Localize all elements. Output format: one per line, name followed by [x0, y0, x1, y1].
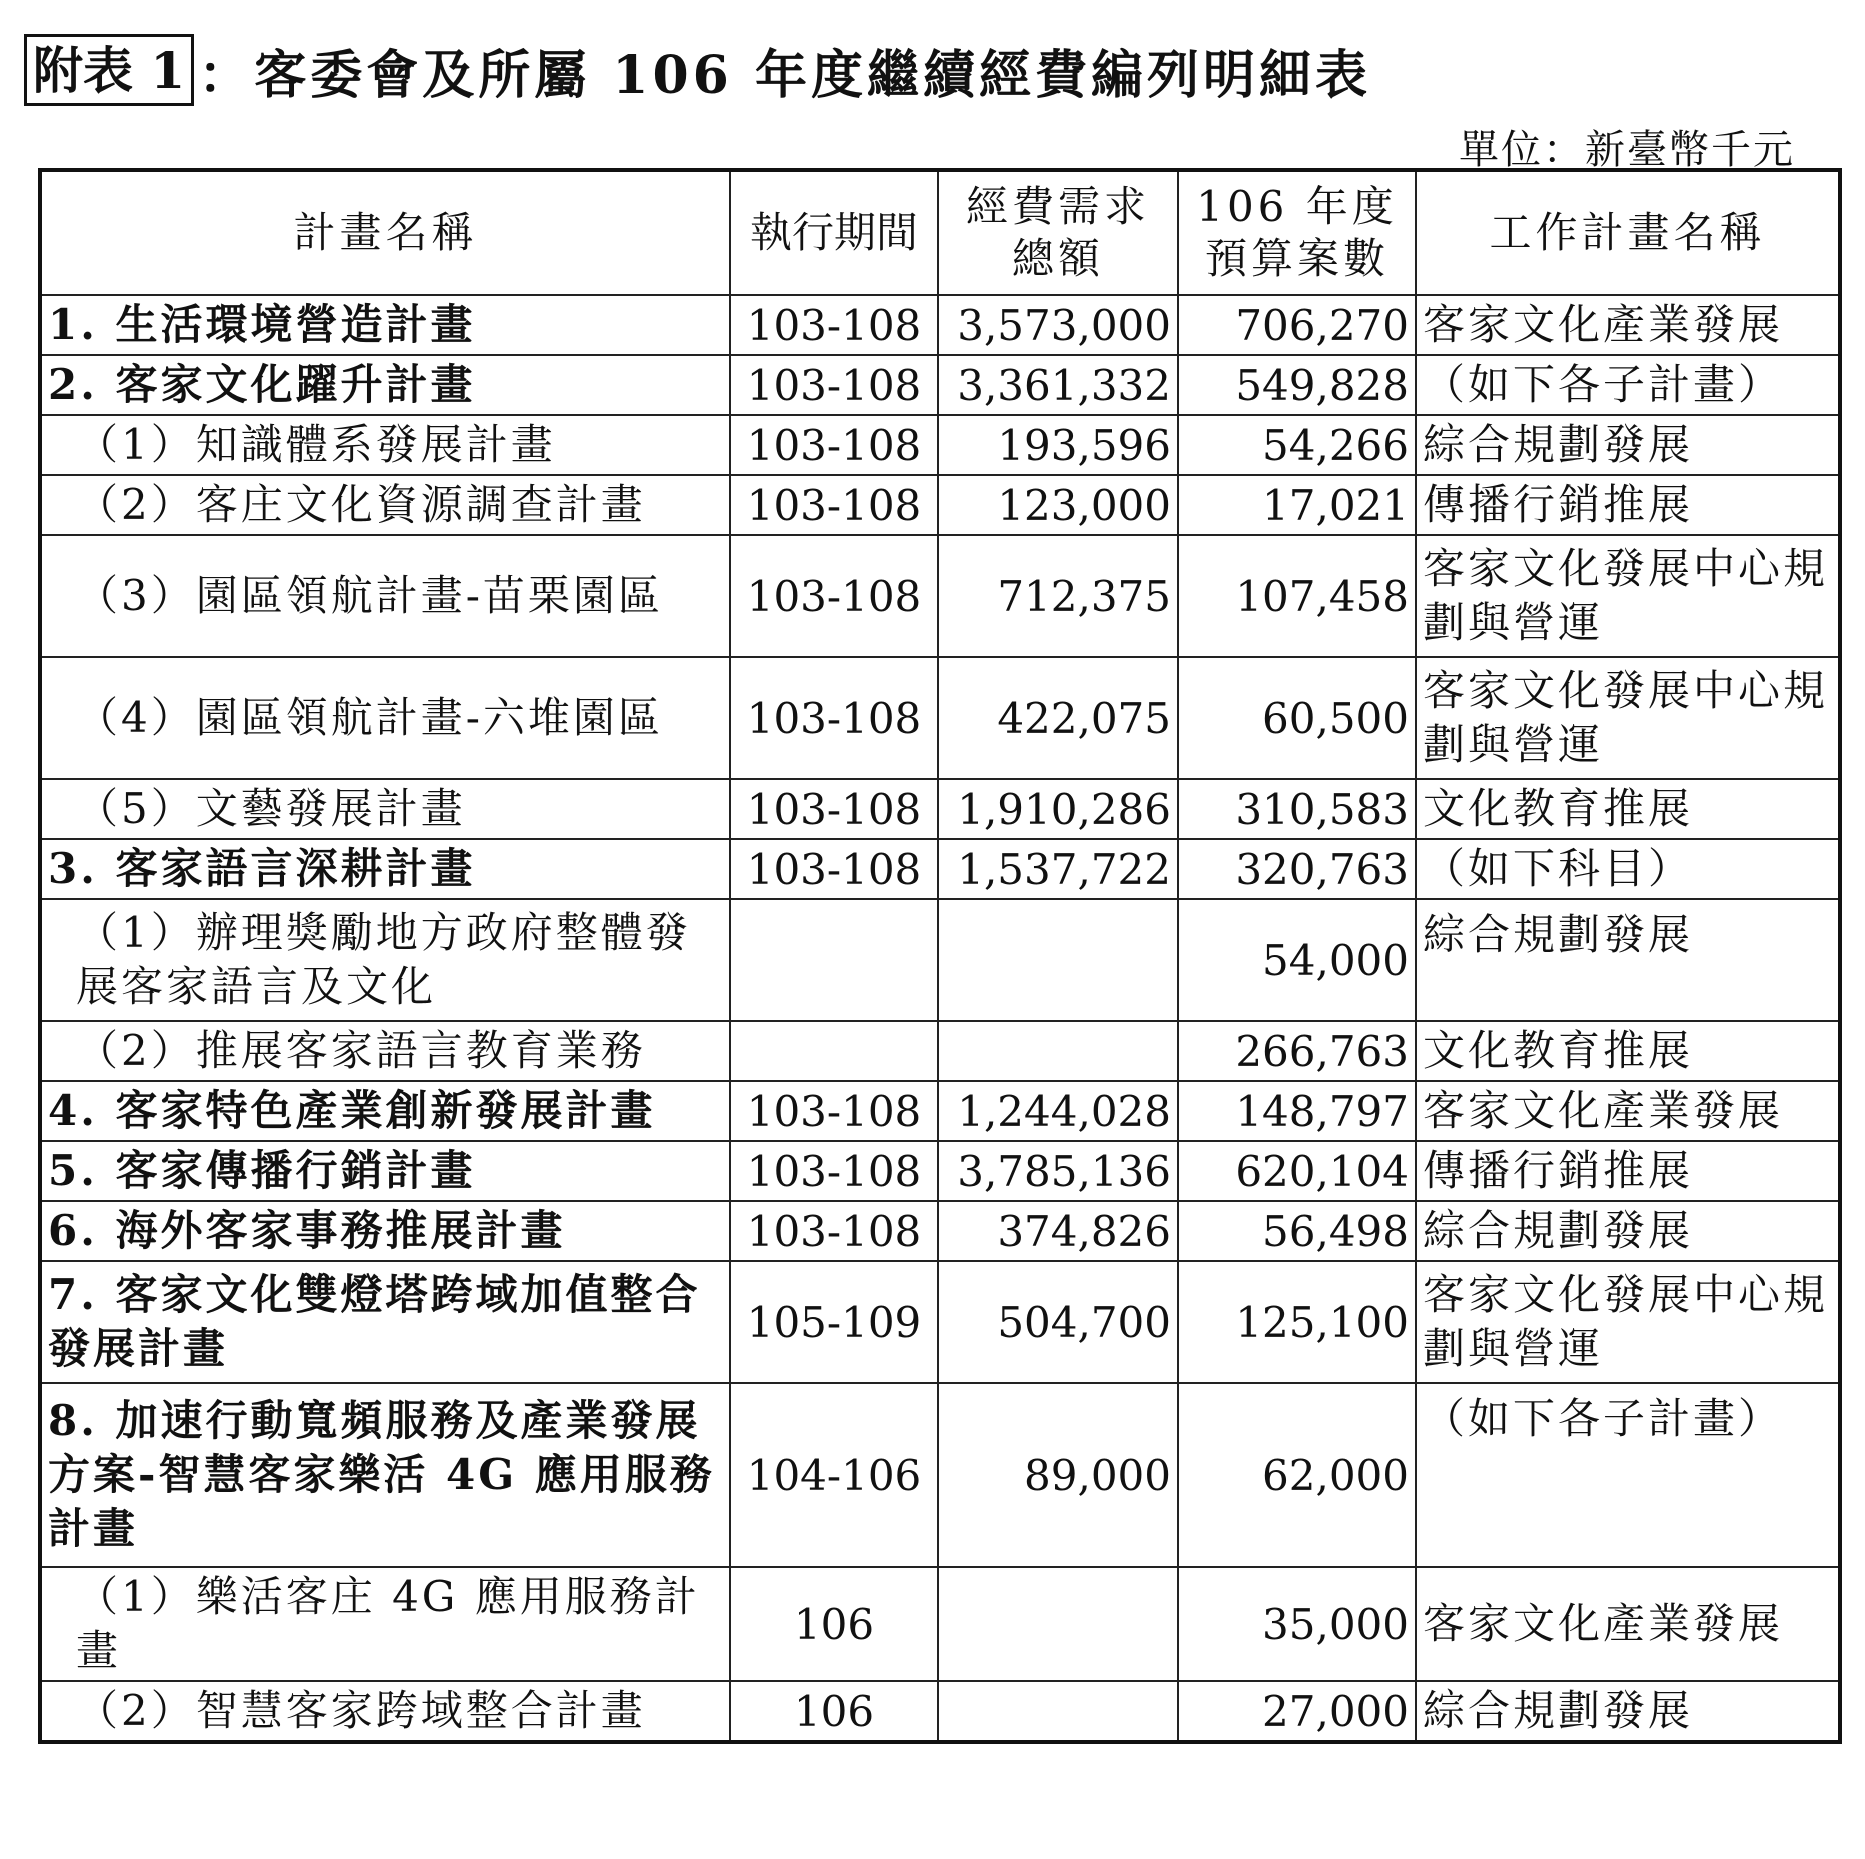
total-amount: 3,785,136 [938, 1141, 1178, 1201]
header-total-line1: 經費需求 [965, 182, 1150, 231]
total-amount: 374,826 [938, 1201, 1178, 1261]
plan-name: 8. 加速行動寬頻服務及產業發展方案-智慧客家樂活 4G 應用服務計畫 [40, 1383, 730, 1567]
period: 103-108 [730, 415, 938, 475]
table-row [40, 1021, 1840, 1081]
plan-name: 7. 客家文化雙燈塔跨域加值整合發展計畫 [40, 1261, 730, 1383]
period [730, 899, 938, 1021]
document-title [24, 30, 1371, 110]
period: 103-108 [730, 1201, 938, 1261]
table-row [40, 1141, 1840, 1201]
budget-amount: 310,583 [1178, 779, 1416, 839]
plan-name: （2）智慧客家跨域整合計畫 [40, 1681, 730, 1742]
header-row [40, 170, 1840, 295]
budget-table [38, 168, 1842, 1744]
period: 103-108 [730, 535, 938, 657]
work-plan: 客家文化發展中心規劃與營運 [1416, 535, 1840, 657]
table-row [40, 1201, 1840, 1261]
budget-amount: 17,021 [1178, 475, 1416, 535]
budget-amount: 54,266 [1178, 415, 1416, 475]
table-row [40, 355, 1840, 415]
total-amount: 1,910,286 [938, 779, 1178, 839]
plan-name: 4. 客家特色產業創新發展計畫 [40, 1081, 730, 1141]
work-plan: 綜合規劃發展 [1416, 899, 1840, 1021]
plan-name: （1）辦理獎勵地方政府整體發展客家語言及文化 [40, 899, 730, 1021]
plan-name: 3. 客家語言深耕計畫 [40, 839, 730, 899]
period: 106 [730, 1567, 938, 1681]
plan-name: （1）知識體系發展計畫 [40, 415, 730, 475]
total-amount: 3,573,000 [938, 295, 1178, 355]
plan-name: 5. 客家傳播行銷計畫 [40, 1141, 730, 1201]
total-amount: 422,075 [938, 657, 1178, 779]
period: 103-108 [730, 839, 938, 899]
work-plan: 文化教育推展 [1416, 1021, 1840, 1081]
total-amount: 1,244,028 [938, 1081, 1178, 1141]
budget-amount: 107,458 [1178, 535, 1416, 657]
budget-amount: 60,500 [1178, 657, 1416, 779]
work-plan: 客家文化產業發展 [1416, 295, 1840, 355]
table-row [40, 1567, 1840, 1681]
appendix-tag: 附表 1 [24, 34, 194, 106]
header-budget-line2: 預算案數 [1204, 234, 1389, 283]
budget-amount: 56,498 [1178, 1201, 1416, 1261]
header-period: 執行期間 [730, 170, 938, 295]
table-row [40, 657, 1840, 779]
header-work-plan: 工作計畫名稱 [1416, 170, 1840, 295]
work-plan: 綜合規劃發展 [1416, 415, 1840, 475]
period: 103-108 [730, 1081, 938, 1141]
budget-amount: 62,000 [1178, 1383, 1416, 1567]
plan-name: （5）文藝發展計畫 [40, 779, 730, 839]
work-plan: （如下各子計畫） [1416, 1383, 1840, 1567]
plan-name: （1）樂活客庄 4G 應用服務計畫 [40, 1567, 730, 1681]
plan-name: 6. 海外客家事務推展計畫 [40, 1201, 730, 1261]
table-row [40, 295, 1840, 355]
period: 104-106 [730, 1383, 938, 1567]
work-plan: 客家文化發展中心規劃與營運 [1416, 1261, 1840, 1383]
table-row [40, 1383, 1840, 1567]
work-plan: 客家文化發展中心規劃與營運 [1416, 657, 1840, 779]
work-plan: 綜合規劃發展 [1416, 1681, 1840, 1742]
table-row [40, 475, 1840, 535]
table-row [40, 415, 1840, 475]
plan-name: （4）園區領航計畫-六堆園區 [40, 657, 730, 779]
table-row [40, 779, 1840, 839]
table-row [40, 1681, 1840, 1742]
budget-amount: 54,000 [1178, 899, 1416, 1021]
budget-amount: 266,763 [1178, 1021, 1416, 1081]
total-amount: 123,000 [938, 475, 1178, 535]
total-amount: 1,537,722 [938, 839, 1178, 899]
period: 103-108 [730, 1141, 938, 1201]
header-budget-line1: 106 年度 [1196, 182, 1398, 231]
table-row [40, 1261, 1840, 1383]
budget-amount: 706,270 [1178, 295, 1416, 355]
table-row [40, 839, 1840, 899]
period: 103-108 [730, 657, 938, 779]
budget-amount: 125,100 [1178, 1261, 1416, 1383]
total-amount: 504,700 [938, 1261, 1178, 1383]
period: 103-108 [730, 475, 938, 535]
header-total [938, 170, 1178, 295]
unit-label: 單位：新臺幣千元 [1459, 127, 1795, 173]
period: 103-108 [730, 355, 938, 415]
total-amount [938, 1681, 1178, 1742]
plan-name: 1. 生活環境營造計畫 [40, 295, 730, 355]
work-plan: 綜合規劃發展 [1416, 1201, 1840, 1261]
period [730, 1021, 938, 1081]
period: 103-108 [730, 295, 938, 355]
work-plan: 文化教育推展 [1416, 779, 1840, 839]
budget-amount: 148,797 [1178, 1081, 1416, 1141]
header-budget [1178, 170, 1416, 295]
budget-amount: 27,000 [1178, 1681, 1416, 1742]
plan-name: （2）客庄文化資源調查計畫 [40, 475, 730, 535]
period: 103-108 [730, 779, 938, 839]
work-plan: 客家文化產業發展 [1416, 1081, 1840, 1141]
header-plan-name: 計畫名稱 [40, 170, 730, 295]
total-amount: 193,596 [938, 415, 1178, 475]
budget-amount: 549,828 [1178, 355, 1416, 415]
period: 105-109 [730, 1261, 938, 1383]
work-plan: （如下科目） [1416, 839, 1840, 899]
work-plan: 傳播行銷推展 [1416, 475, 1840, 535]
budget-amount: 320,763 [1178, 839, 1416, 899]
total-amount [938, 1567, 1178, 1681]
period: 106 [730, 1681, 938, 1742]
total-amount [938, 1021, 1178, 1081]
table-row [40, 1081, 1840, 1141]
budget-amount: 35,000 [1178, 1567, 1416, 1681]
work-plan: 傳播行銷推展 [1416, 1141, 1840, 1201]
plan-name: （3）園區領航計畫-苗栗園區 [40, 535, 730, 657]
total-amount: 712,375 [938, 535, 1178, 657]
header-total-line2: 總額 [1011, 234, 1104, 283]
table-row [40, 535, 1840, 657]
plan-name: 2. 客家文化躍升計畫 [40, 355, 730, 415]
table-row [40, 899, 1840, 1021]
work-plan: （如下各子計畫） [1416, 355, 1840, 415]
total-amount: 3,361,332 [938, 355, 1178, 415]
work-plan: 客家文化產業發展 [1416, 1567, 1840, 1681]
title-text: ：客委會及所屬 106 年度繼續經費編列明細表 [198, 44, 1371, 106]
plan-name: （2）推展客家語言教育業務 [40, 1021, 730, 1081]
total-amount [938, 899, 1178, 1021]
budget-amount: 620,104 [1178, 1141, 1416, 1201]
total-amount: 89,000 [938, 1383, 1178, 1567]
